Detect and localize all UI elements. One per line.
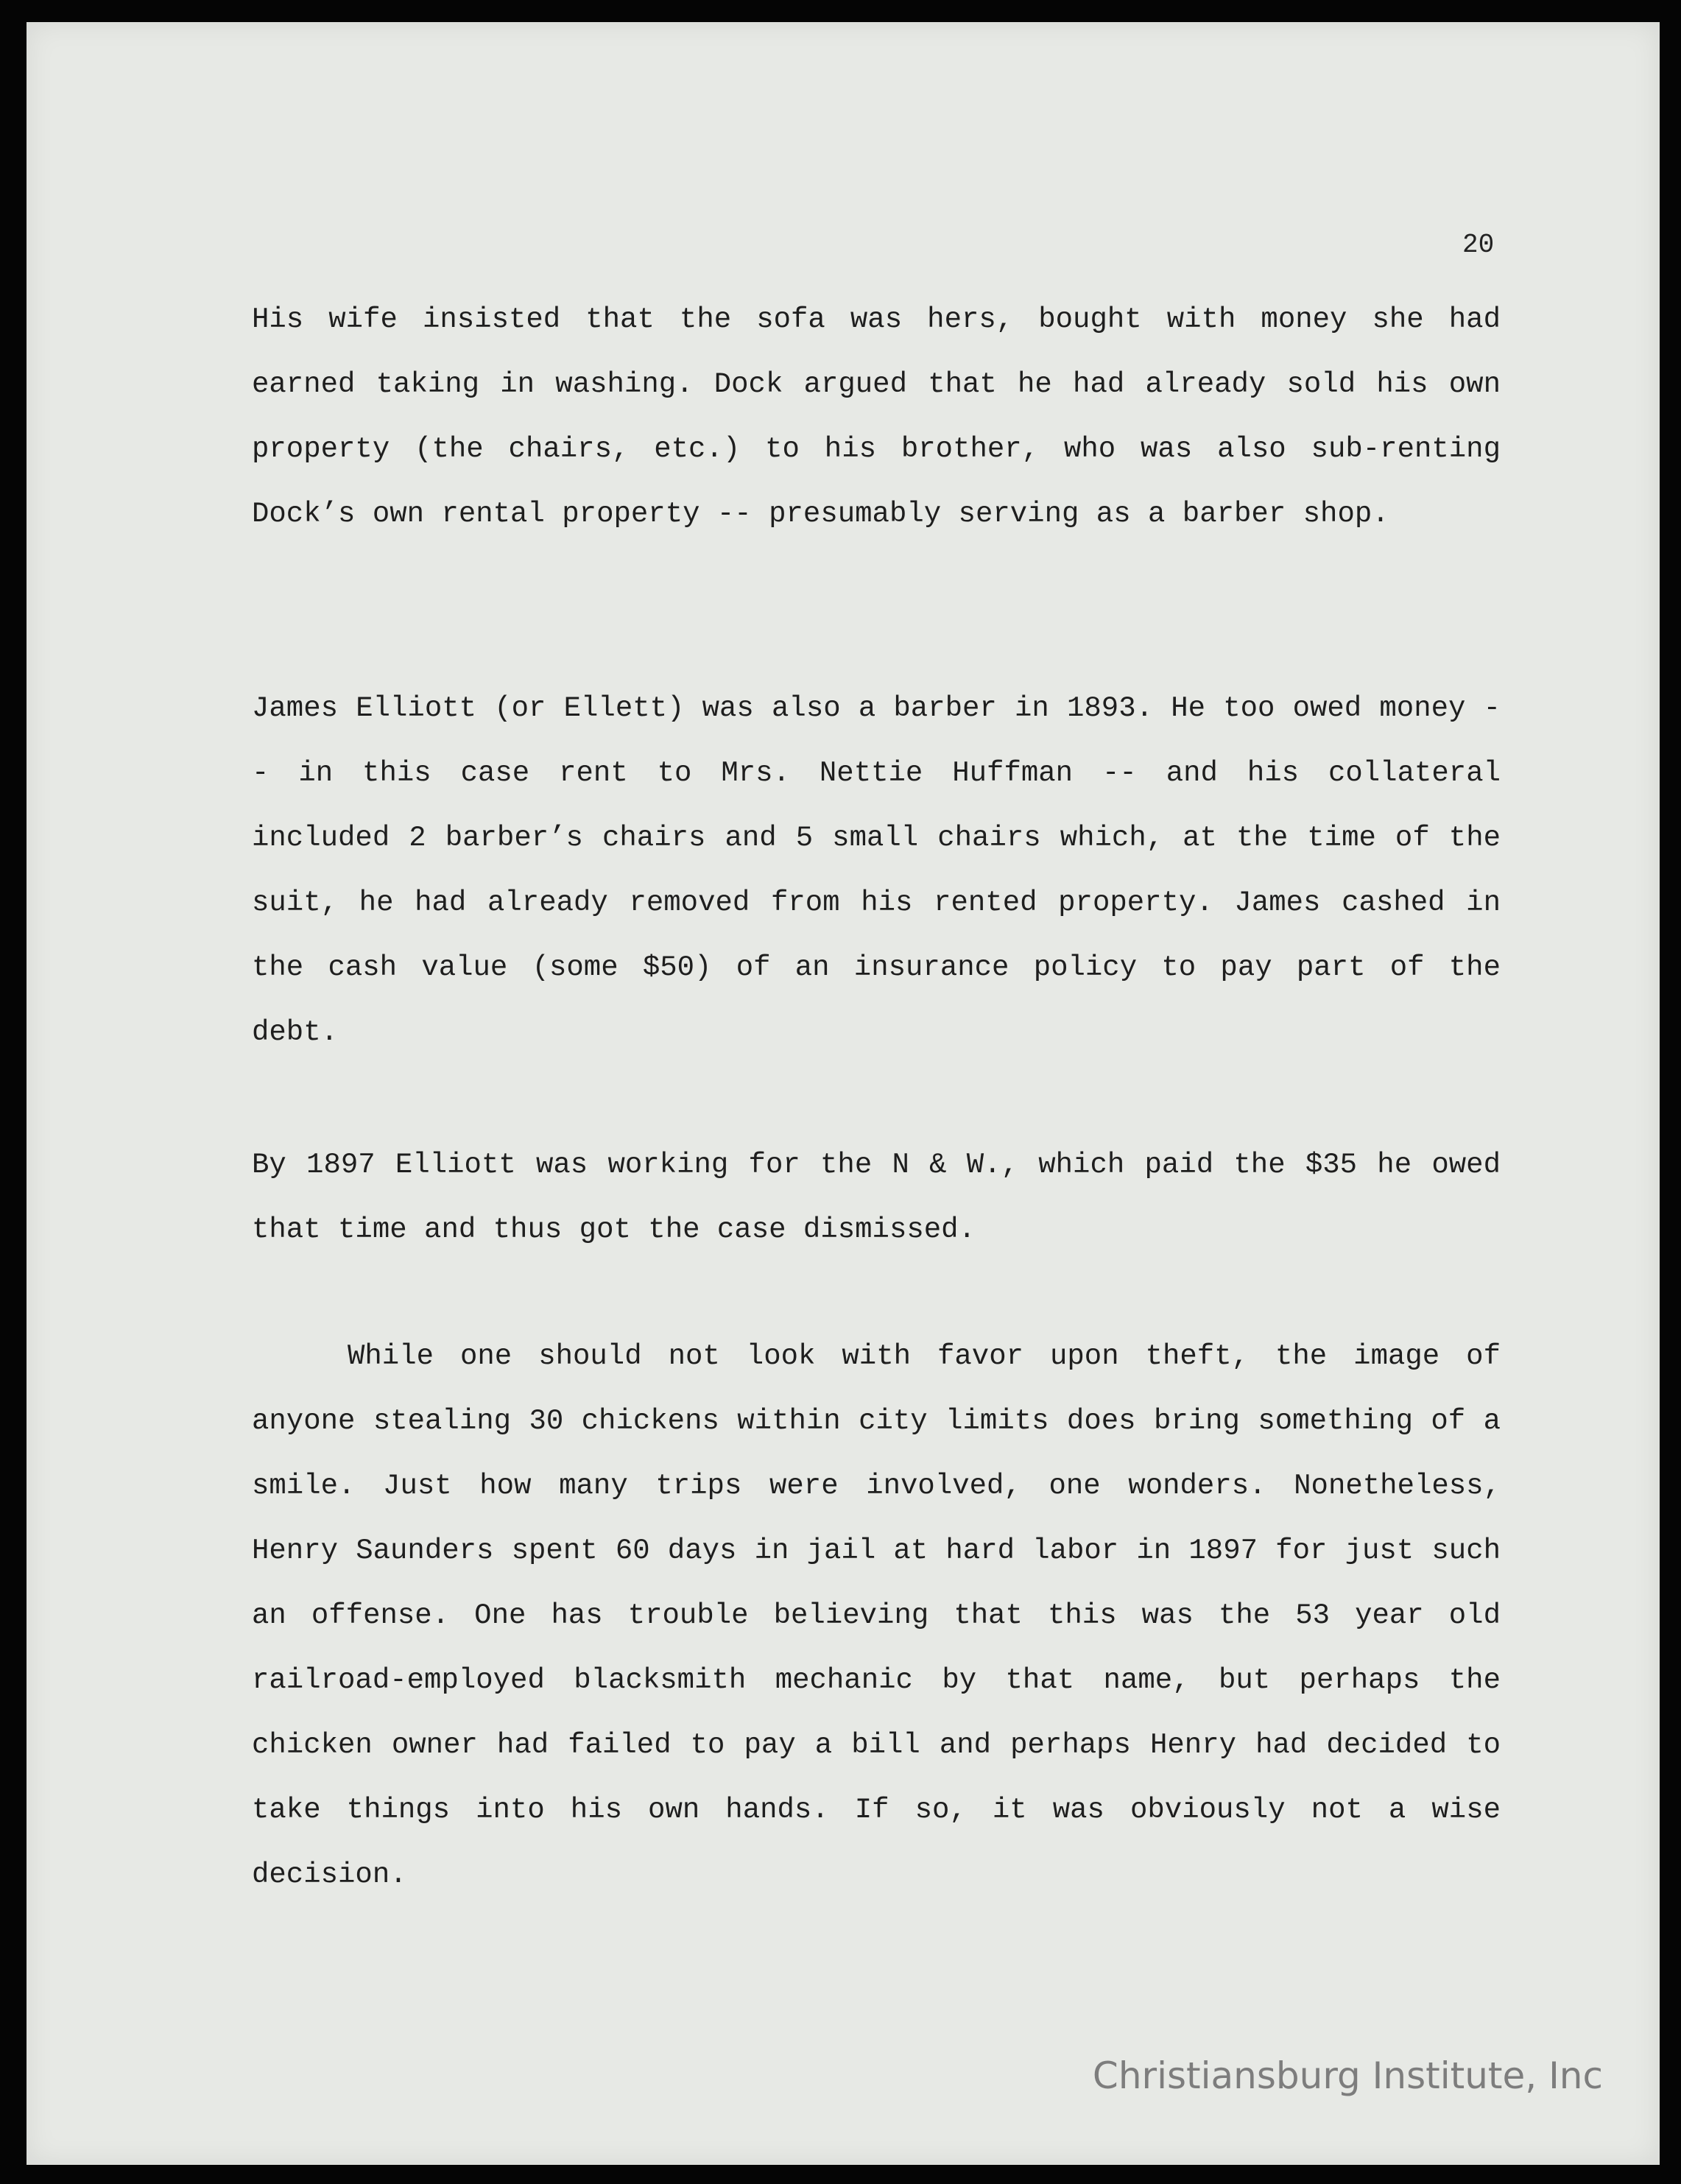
paragraph-4: While one should not look with favor upon theft, the image of anyone stealing 30 chickens within city limits does bring something of a smile. Just how many trips were involved, one wonders. Nonetheless, Henry Saunders spent 60 days in jail at hard labor in 1897 for just such an offense. One has trouble believing that this was the 53 year old railroad-employed blacksmith mechanic by that name, but perhaps the chicken owner had failed to pay a bill and perhaps Henry had decided to take things into his own hands. If so, it was obviously not a wise decision.	[252, 1340, 1501, 1891]
paragraph-2: James Elliott (or Ellett) was also a barber in 1893. He too owed money -- in this case rent to Mrs. Nettie Huffman -- and his collateral included 2 barber’s chairs and 5 small chairs which, at the time of the suit, he had already removed from his rented property. James cashed in the cash value (some $50) of an insurance policy to pay part of the debt.	[252, 692, 1501, 1049]
paragraph-3: By 1897 Elliott was working for the N & W., which paid the $35 he owed that time and thus got the case dismissed.	[252, 1149, 1501, 1246]
page-number: 20	[1462, 230, 1495, 260]
paragraph-1: His wife insisted that the sofa was hers, bought with money she had earned taking in washing. Dock argued that he had already sold his own property (the chairs, etc.) to his brother, who was also sub-renting Dock’s own rental property -- presumably serving as a barber shop.	[252, 303, 1501, 530]
document-page	[27, 22, 1660, 2165]
watermark-text: Christiansburg Institute, Inc	[1092, 2054, 1603, 2097]
